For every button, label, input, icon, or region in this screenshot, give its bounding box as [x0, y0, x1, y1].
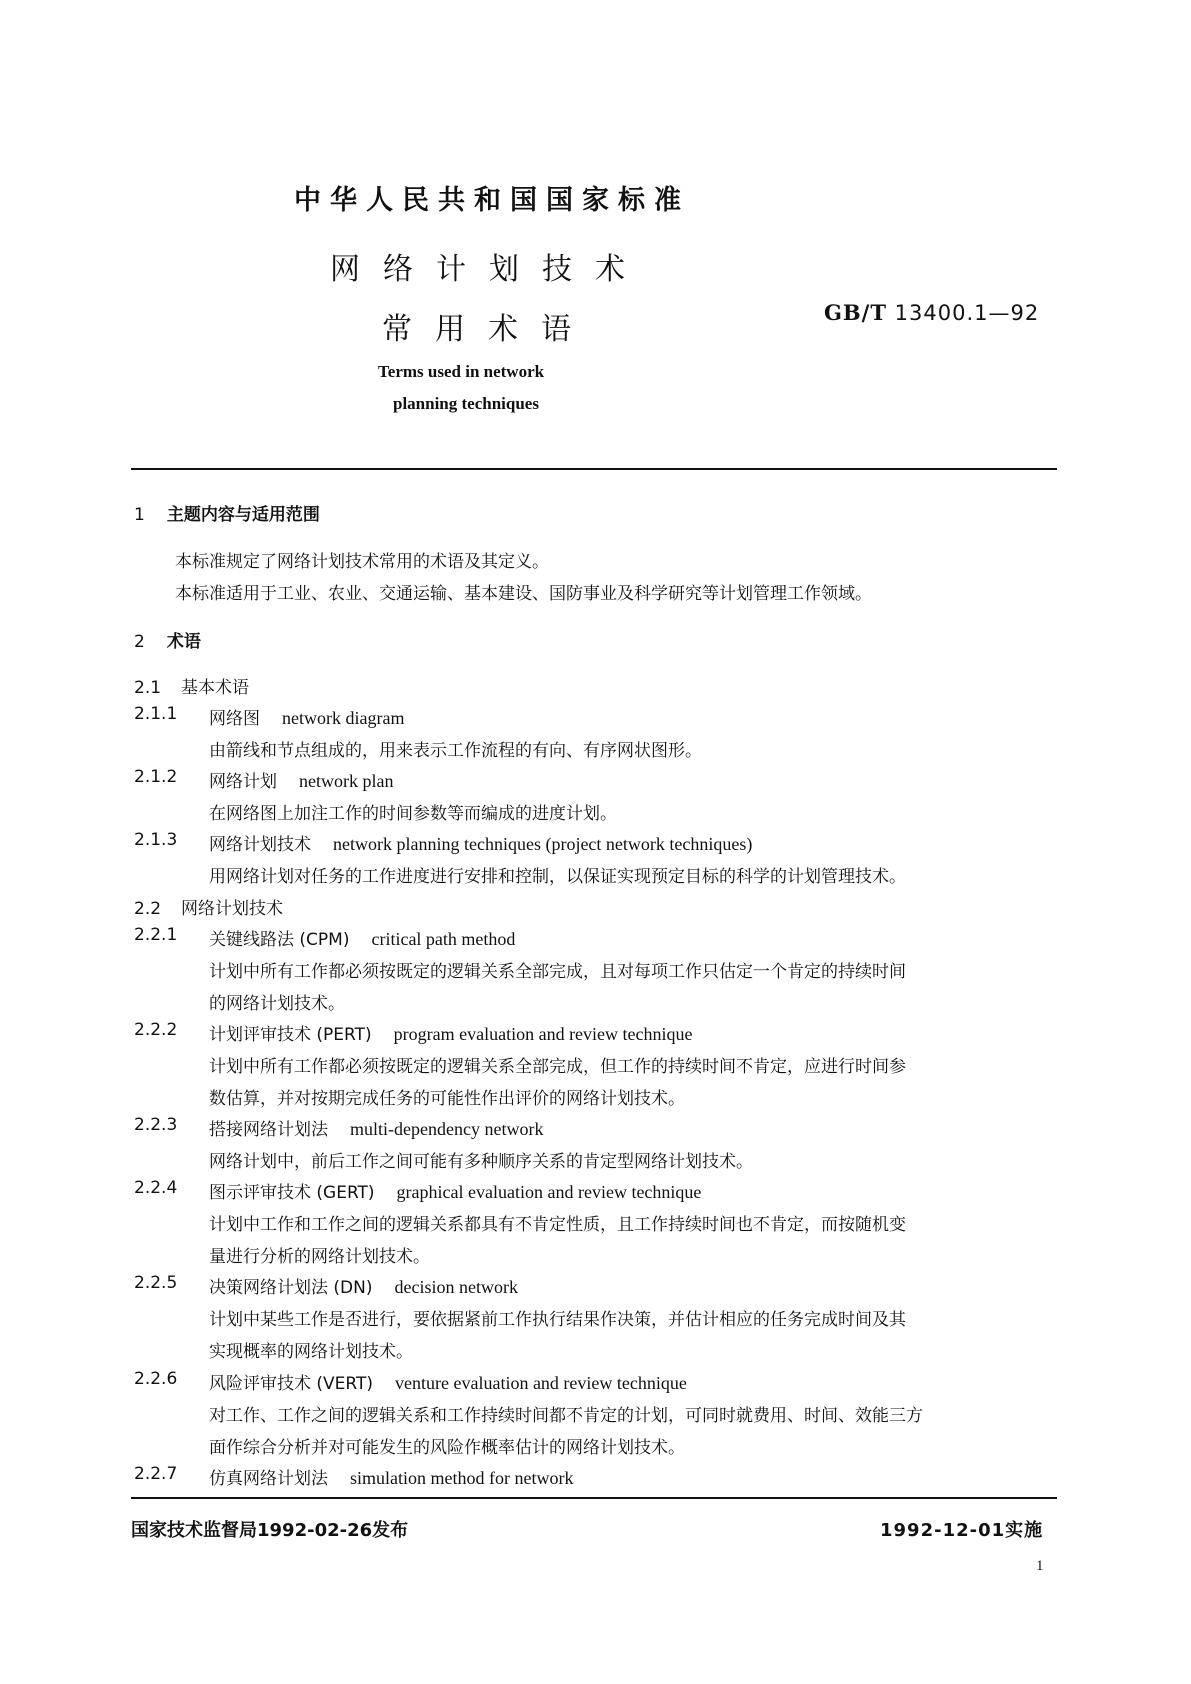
term-2-1-2: [209, 767, 393, 792]
code-prefix: GB/T: [824, 300, 887, 325]
term-definition: 对工作、工作之间的逻辑关系和工作持续时间都不肯定的计划，可同时就费用、时间、效能三方: [209, 1406, 923, 1426]
issued-date: 国家技术监督局1992-02-26发布: [131, 1520, 409, 1541]
term-en: network planning techniques (project network techniques): [333, 834, 753, 854]
term-2-1-1: [209, 704, 404, 729]
term-definition: 计划中所有工作都必须按既定的逻辑关系全部完成，且对每项工作只估定一个肯定的持续时间: [209, 962, 906, 982]
subsection-number: 2.2: [134, 899, 162, 919]
term-cn: 网络图: [209, 709, 260, 729]
term-number: 2.1.3: [134, 830, 178, 850]
section-2-heading: [134, 627, 201, 652]
term-cn: 图示评审技术 (GERT): [209, 1183, 375, 1203]
term-number: 2.2.7: [134, 1464, 178, 1484]
term-2-1-3: [209, 830, 752, 855]
term-en: decision network: [394, 1277, 518, 1297]
subsection-title: 网络计划技术: [181, 899, 284, 919]
term-cn: 网络计划: [209, 772, 277, 792]
section-1-para-2: 本标准适用于工业、农业、交通运输、基本建设、国防事业及科学研究等计划管理工作领域。: [175, 584, 872, 604]
code-number: 13400.1—92: [894, 301, 1040, 325]
term-definition: 用网络计划对任务的工作进度进行安排和控制，以保证实现预定目标的科学的计划管理技术。: [209, 867, 906, 887]
term-definition: 由箭线和节点组成的，用来表示工作流程的有向、有序网状图形。: [209, 741, 702, 761]
term-2-2-4: [209, 1178, 701, 1203]
term-2-2-3: [209, 1115, 543, 1140]
title-line-1: 网络计划技术: [330, 252, 648, 287]
effective-date: 1992-12-01实施: [880, 1520, 1044, 1541]
term-en: critical path method: [371, 929, 516, 949]
term-en: multi-dependency network: [350, 1119, 544, 1139]
term-definition: 的网络计划技术。: [209, 994, 345, 1014]
term-cn: 仿真网络计划法: [209, 1469, 328, 1489]
term-number: 2.2.1: [134, 925, 178, 945]
section-number: 2: [134, 632, 145, 652]
term-number: 2.2.2: [134, 1020, 178, 1040]
section-title: 主题内容与适用范围: [166, 505, 320, 525]
term-number: 2.1.1: [134, 704, 178, 724]
term-definition: 计划中某些工作是否进行，要依据紧前工作执行结果作决策，并估计相应的任务完成时间及其: [209, 1310, 906, 1330]
term-definition: 数估算，并对按期完成任务的可能性作出评价的网络计划技术。: [209, 1089, 685, 1109]
term-en: network plan: [299, 771, 394, 791]
section-number: 1: [134, 505, 145, 525]
term-cn: 风险评审技术 (VERT): [209, 1374, 373, 1394]
term-definition: 量进行分析的网络计划技术。: [209, 1247, 430, 1267]
page-number: 1: [1036, 1558, 1044, 1574]
title-line-2: 常用术语: [382, 312, 594, 347]
term-cn: 决策网络计划法 (DN): [209, 1278, 373, 1298]
subsection-title: 基本术语: [181, 678, 250, 698]
term-number: 2.2.6: [134, 1369, 178, 1389]
term-2-2-6: [209, 1369, 687, 1394]
term-2-2-5: [209, 1273, 518, 1298]
term-en: simulation method for network: [350, 1468, 574, 1488]
standard-code: [824, 300, 1039, 325]
term-number: 2.2.5: [134, 1273, 178, 1293]
term-number: 2.2.3: [134, 1115, 178, 1135]
bottom-rule: [131, 1497, 1057, 1499]
term-definition: 计划中所有工作都必须按既定的逻辑关系全部完成，但工作的持续时间不肯定，应进行时间参: [209, 1057, 906, 1077]
term-cn: 计划评审技术 (PERT): [209, 1025, 372, 1045]
section-1-para-1: 本标准规定了网络计划技术常用的术语及其定义。: [175, 552, 549, 572]
term-cn: 搭接网络计划法: [209, 1120, 328, 1140]
subsection-2-1: [134, 673, 249, 698]
standard-header: 中华人民共和国国家标准: [294, 185, 690, 216]
term-2-2-2: [209, 1020, 693, 1045]
term-definition: 网络计划中，前后工作之间可能有多种顺序关系的肯定型网络计划技术。: [209, 1152, 753, 1172]
section-1-heading: [134, 500, 320, 525]
english-title-line-2: planning techniques: [393, 394, 539, 413]
term-en: program evaluation and review technique: [393, 1024, 693, 1044]
term-definition: 实现概率的网络计划技术。: [209, 1342, 413, 1362]
term-en: network diagram: [282, 708, 405, 728]
term-definition: 面作综合分析并对可能发生的风险作概率估计的网络计划技术。: [209, 1438, 685, 1458]
term-en: graphical evaluation and review technique: [396, 1182, 702, 1202]
english-title-line-1: Terms used in network: [378, 362, 545, 381]
term-en: venture evaluation and review technique: [395, 1373, 687, 1393]
term-number: 2.1.2: [134, 767, 178, 787]
section-title: 术语: [166, 632, 201, 652]
top-rule: [131, 468, 1057, 470]
term-2-2-1: [209, 925, 515, 950]
term-cn: 关键线路法 (CPM): [209, 930, 350, 950]
term-2-2-7: [209, 1464, 573, 1489]
subsection-2-2: [134, 894, 283, 919]
term-cn: 网络计划技术: [209, 835, 311, 855]
subsection-number: 2.1: [134, 678, 162, 698]
term-number: 2.2.4: [134, 1178, 178, 1198]
term-definition: 在网络图上加注工作的时间参数等而编成的进度计划。: [209, 804, 617, 824]
term-definition: 计划中工作和工作之间的逻辑关系都具有不肯定性质，且工作持续时间也不肯定，而按随机变: [209, 1215, 906, 1235]
